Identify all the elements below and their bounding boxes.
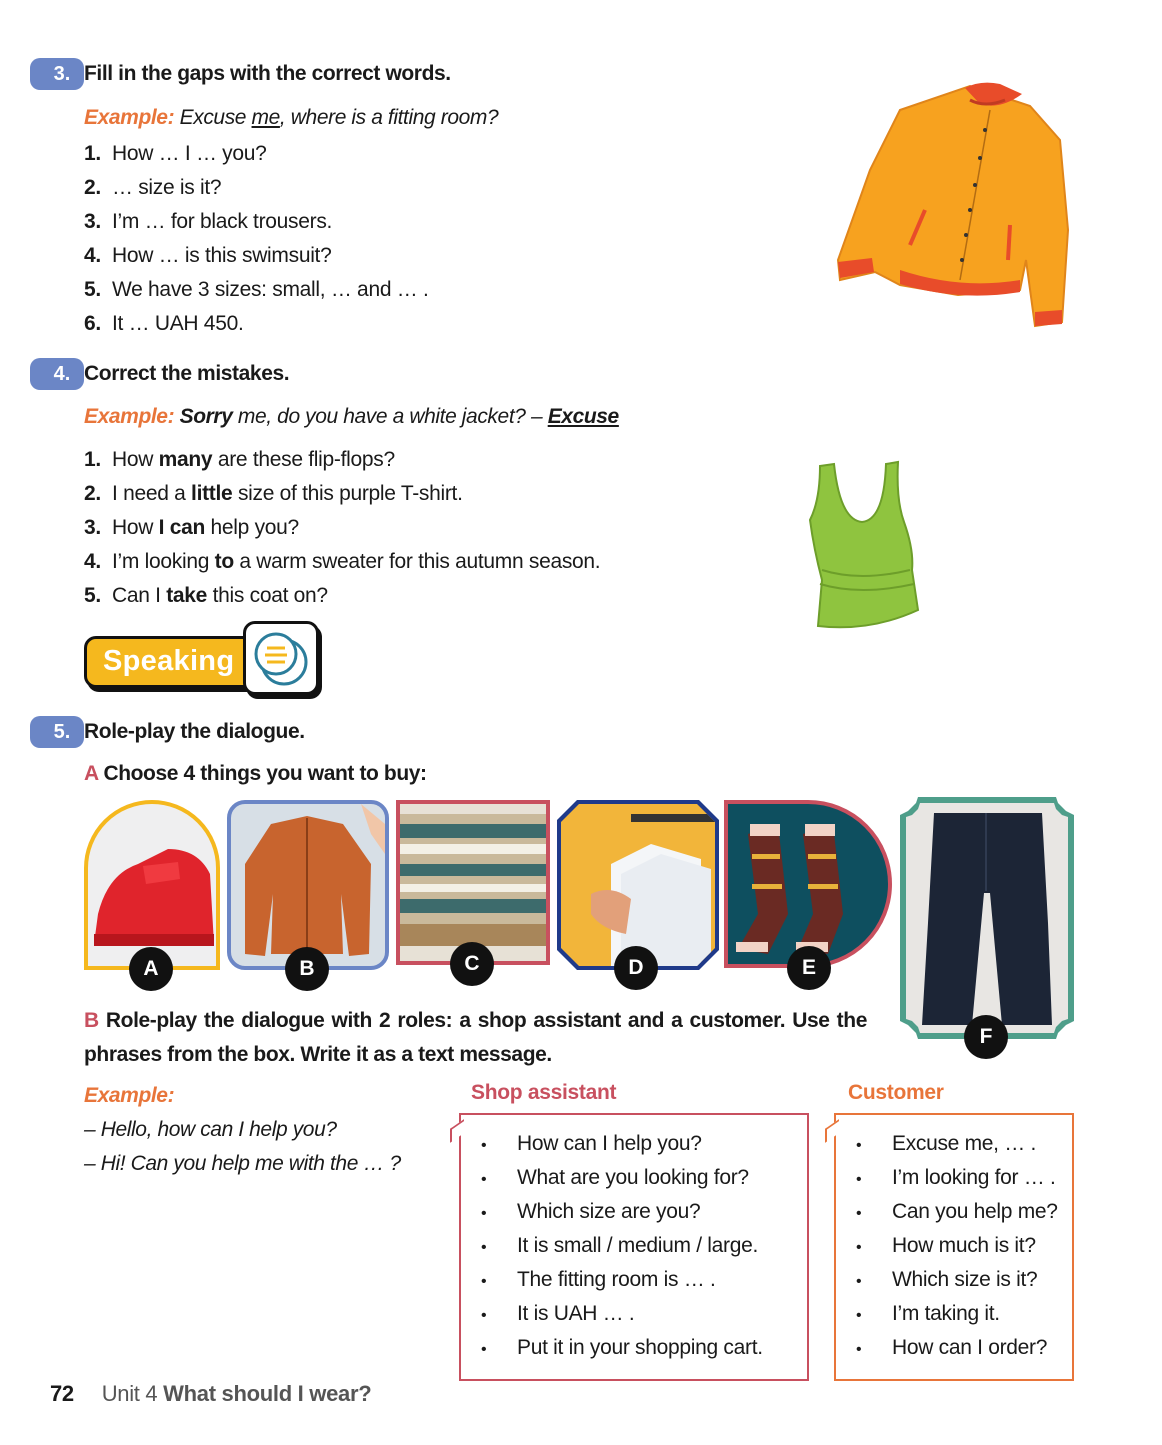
phrase-item: • How much is it? <box>856 1234 1036 1257</box>
phrase-item: • What are you looking for? <box>481 1166 749 1189</box>
shop-assistant-phrases-box <box>459 1113 809 1381</box>
photo-knitted-sweater <box>396 800 550 965</box>
task-title: Role-play the dialogue. <box>84 720 305 743</box>
example-answer: Excuse <box>547 405 619 428</box>
part-letter: B <box>84 1009 99 1032</box>
photo-label: B <box>285 947 329 991</box>
phrase-item: • Can you help me? <box>856 1200 1058 1223</box>
phrase-item: • I’m taking it. <box>856 1302 1000 1325</box>
photo-label: E <box>787 946 831 990</box>
part-letter: A <box>84 762 98 785</box>
exercise-list <box>84 137 429 341</box>
example-mistake: Sorry <box>179 405 233 428</box>
speaking-banner <box>84 636 248 688</box>
list-item: 1. How many are these flip-flops? <box>84 448 395 471</box>
example-dialogue <box>84 1079 401 1181</box>
example-label: Example: <box>84 405 175 428</box>
phrase-item: • Excuse me, … . <box>856 1132 1037 1155</box>
list-item: 4. I’m looking to a warm sweater for this autumn season. <box>84 550 601 573</box>
list-item: 2. I need a little size of this purple T-shirt. <box>84 482 463 505</box>
green-tank-top-illustration <box>800 460 925 630</box>
photo-label: F <box>964 1015 1008 1059</box>
list-item: 6. It … UAH 450. <box>84 312 244 335</box>
list-item: 2. … size is it? <box>84 176 222 199</box>
phrase-item: • How can I order? <box>856 1336 1048 1359</box>
example-answer: me <box>251 106 280 129</box>
part-b-instruction: B Role-play the dialogue with 2 roles: a shop assistant and a customer. Use the phrases from the box. Write it as a text message. <box>84 1009 867 1066</box>
photo-red-sneaker <box>84 800 220 970</box>
phrase-item: • Which size is it? <box>856 1268 1038 1291</box>
phrase-item: • The fitting room is … . <box>481 1268 716 1291</box>
yellow-jacket-illustration <box>830 80 1080 335</box>
exercise-list <box>84 443 600 613</box>
example-line: – Hello, how can I help you? <box>84 1118 337 1141</box>
list-item: 3. I’m … for black trousers. <box>84 210 333 233</box>
photo-label: D <box>614 946 658 990</box>
example-label: Example: <box>84 1084 175 1107</box>
phrase-item: • It is small / medium / large. <box>481 1234 759 1257</box>
page-footer <box>50 1381 371 1407</box>
list-item: 4. How … is this swimsuit? <box>84 244 332 267</box>
task-number-badge: 3. <box>40 58 84 90</box>
unit-title: What should I wear? <box>163 1381 372 1406</box>
speaking-label: Speaking <box>103 645 235 677</box>
task-number-badge: 5. <box>40 716 84 748</box>
example-text: me, do you have a white jacket? – <box>232 405 548 428</box>
photo-patterned-socks <box>724 800 892 968</box>
example-text: , where is a fitting room? <box>279 106 499 129</box>
task-title: Correct the mistakes. <box>84 362 290 385</box>
phrase-item: • Which size are you? <box>481 1200 701 1223</box>
example-line: – Hi! Can you help me with the … ? <box>84 1152 401 1175</box>
unit-label: Unit 4 <box>101 1381 164 1406</box>
example-line <box>84 106 498 130</box>
list-item: 1. How … I … you? <box>84 142 267 165</box>
photo-dark-jeans <box>900 797 1074 1039</box>
page-number: 72 <box>50 1381 74 1406</box>
list-item: 5. We have 3 sizes: small, … and … . <box>84 278 429 301</box>
photo-label: A <box>129 947 173 991</box>
phrase-item: • It is UAH … . <box>481 1302 635 1325</box>
example-label: Example: <box>84 106 175 129</box>
part-a-instruction: A Choose 4 things you want to buy: <box>84 762 427 785</box>
list-item: 3. How I can help you? <box>84 516 299 539</box>
example-text: Excuse <box>179 106 252 129</box>
phrase-item: • I’m looking for … . <box>856 1166 1056 1189</box>
customer-heading: Customer <box>848 1081 944 1104</box>
phrase-item: • How can I help you? <box>481 1132 702 1155</box>
photo-white-shirt <box>557 800 719 970</box>
shop-assistant-heading: Shop assistant <box>471 1081 617 1104</box>
phrase-item: • Put it in your shopping cart. <box>481 1336 763 1359</box>
list-item: 5. Can I take this coat on? <box>84 584 328 607</box>
photo-label: C <box>450 942 494 986</box>
photo-orange-jacket <box>227 800 389 970</box>
task-title: Fill in the gaps with the correct words. <box>84 62 451 85</box>
task-number-badge: 4. <box>40 358 84 390</box>
customer-phrases-box <box>834 1113 1074 1381</box>
example-line <box>84 405 619 429</box>
chat-bubbles-icon <box>243 621 319 695</box>
